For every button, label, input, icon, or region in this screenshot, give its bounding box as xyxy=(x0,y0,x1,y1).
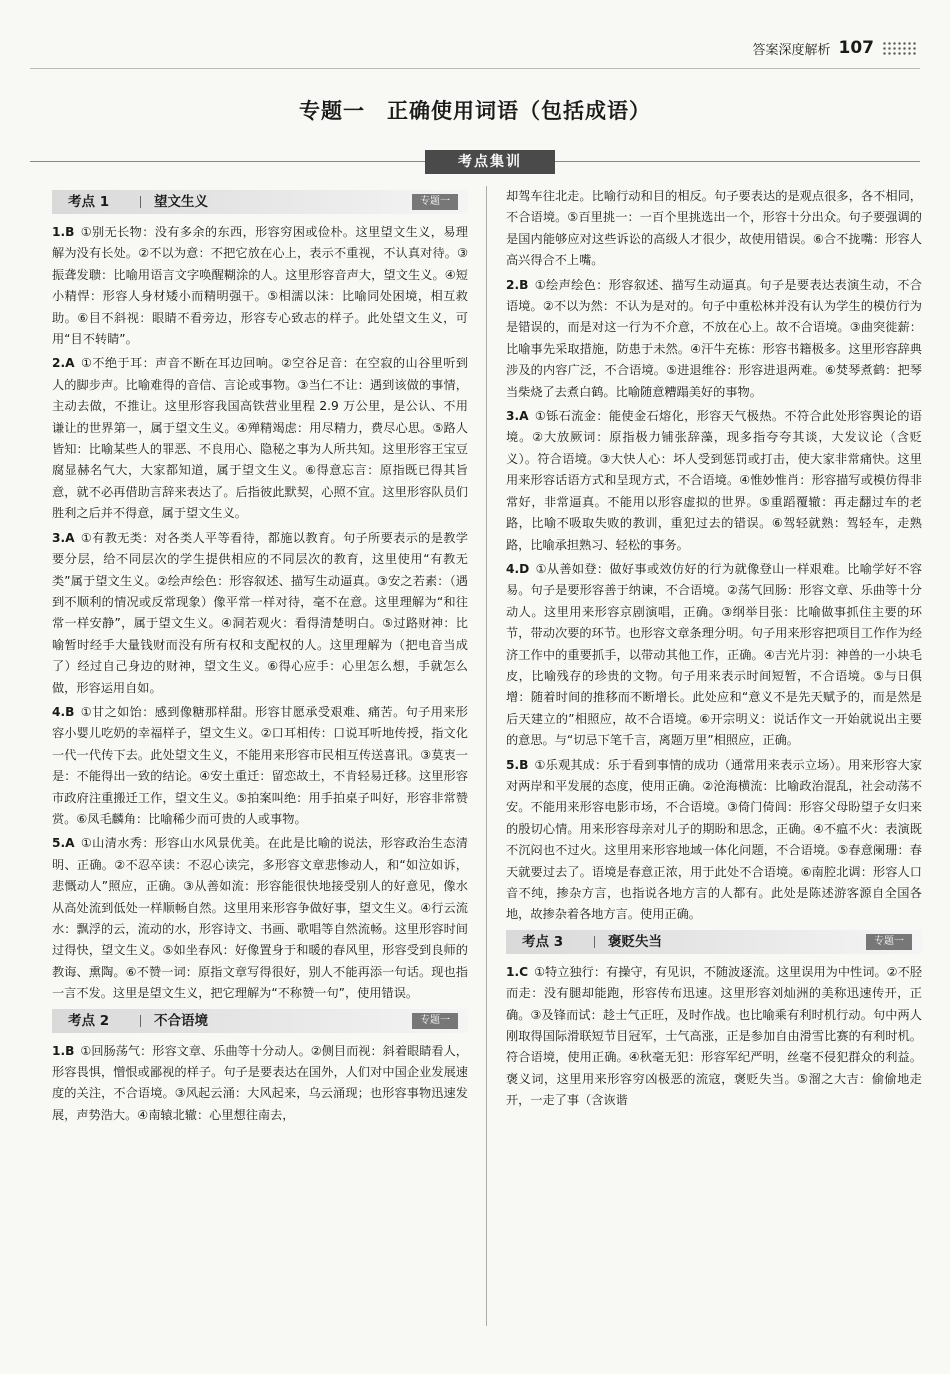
section-number: 考点 3 xyxy=(522,933,564,950)
answer-text: ①甘之如饴：感到像糖那样甜。形容甘愿承受艰难、痛苦。句子用来形容小婴儿吃奶的幸福样子，望文生义。②口耳相传：口说耳听地传授，指文化一代一代传下去。此处望文生义，不能用来形容市民相互传送喜讯。③莫衷一是：不能得出一致的结论。④安土重迁：留恋故土，不肯轻易迁移。这里形容市政府注重搬迁工作，望文生义。⑤拍案叫绝：用手拍桌子叫好，形容非常赞赏。⑥凤毛麟角：比喻稀少而可贵的人或事物。 xyxy=(52,704,468,826)
section-number: 考点 1 xyxy=(68,194,110,210)
answer-item xyxy=(52,353,468,524)
answer-label: 4.D xyxy=(506,561,530,576)
answer-label: 3.A xyxy=(52,530,75,545)
answer-text: ①山清水秀：形容山水风景优美。在此是比喻的说法，形容政治生态清明、正确。②不忍卒读：不忍心读完，多形容文章悲惨动人，和“如泣如诉，悲慨动人”照应，正确。③从善如流：形容能很快地接受别人的好意见，像水从高处流到低处一样顺畅自然。这里用来形容争做好事，望文生义。④行云流水：飘浮的云，流动的水，形容诗文、书画、歌唱等自然流畅。这里形容时间过得快，望文生义。⑤如坐春风：好像置身于和暖的春风里，形容受到良师的教诲、熏陶。⑥不赞一词：原指文章写得很好，别人不能再添一句话。现也指一言不发。这里是望文生义，把它理解为“不称赞一句”，使用错误。 xyxy=(52,836,468,1001)
answer-text: ①别无长物：没有多余的东西，形容穷困或俭朴。这里望文生义，易理解为没有长处。②不以为意：不把它放在心上，表示不重视，不认真对待。③振聋发聩：比喻用语言文字唤醒糊涂的人。这里形容音声大，望文生义。④短小精悍：形容人身材矮小而精明强干。⑤相濡以沫：比喻同处困境，相互救助。⑥目不斜视：眼睛不看旁边，形容专心致志的样子。此处望文生义，可用“目不转睛”。 xyxy=(52,225,468,347)
answer-label: 1.C xyxy=(506,964,529,979)
answer-text: ①特立独行：有操守，有见识，不随波逐流。这里误用为中性词。②不胫而走：没有腿却能跑，形容传布迅速。这里形容刘灿洲的美称迅速传开，正确。③及锋而试：趁士气正旺，及时作战。也比喻乘有利时机行动。句中两人刚取得国际滑联短节目冠军，士气高涨，正是参加自由滑雪比赛的有利时机。符合语境，使用正确。④秋毫无犯：形容军纪严明，丝毫不侵犯群众的利益。褒义词，这里用来形容穷凶极恶的流寇，褒贬失当。⑤溜之大吉：偷偷地走开，一走了事（含诙谐 xyxy=(506,964,922,1108)
column-divider xyxy=(486,186,487,1326)
header-rule xyxy=(30,68,920,69)
section-tag: 专题一 xyxy=(412,1013,458,1029)
answer-label: 5.B xyxy=(506,757,529,772)
section-heading-3 xyxy=(506,930,922,954)
answer-item xyxy=(506,755,922,926)
answer-item xyxy=(506,406,922,556)
answer-label: 1.B xyxy=(52,1043,75,1058)
answer-item xyxy=(506,275,922,403)
answer-label: 3.A xyxy=(506,409,529,424)
right-column xyxy=(506,186,922,1346)
section-separator xyxy=(140,196,141,208)
banner-label: 考点集训 xyxy=(425,150,555,174)
answer-text: ①绘声绘色：形容叙述、描写生动逼真。句子是要表达表演生动，不合语境。②不以为然：不认为是对的。句子中重松林并没有认为学生的模仿行为是错误的，而是对这一行为不介意，不放在心上。故不合语境。③曲突徙薪：比喻事先采取措施，防患于未然。④汗牛充栋：形容书籍极多。这里形容辞典涉及的内容广泛，不合语境。⑤进退维谷：形容进退两难。⑥焚琴煮鹤：把琴当柴烧了去煮白鹤。比喻随意糟蹋美好的事物。 xyxy=(506,277,922,399)
answer-item xyxy=(52,833,468,1004)
answer-item xyxy=(52,1041,468,1127)
section-name: 不合语境 xyxy=(154,1012,208,1029)
answer-label: 1.B xyxy=(52,225,75,239)
section-name: 褒贬失当 xyxy=(608,933,662,950)
banner-row xyxy=(30,150,920,174)
section-number: 考点 2 xyxy=(68,1012,110,1029)
answer-item xyxy=(506,559,922,752)
left-column xyxy=(52,186,468,1346)
section-tag: 专题一 xyxy=(866,934,912,950)
page-title: 专题一 正确使用词语（包括成语） xyxy=(299,99,651,123)
answer-text: ①有教无类：对各类人平等看待，都施以教育。句子所要表示的是教学要分层，给不同层次的学生提供相应的不同层次的教育，这里使用“有教无类”属于望文生义。②绘声绘色：形容叙述、描写生动逼真。③安之若素：（遇到不顺利的情况或反常现象）像平常一样对待，毫不在意。这里理解为“和往常一样安静”，属于望文生义。④洞若观火：看得清楚明白。⑤过路财神：比喻暂时经手大量钱财而没有所有权和支配权的人。这里理解为（把电音当成了）经过自己身边的财神，望文生义。⑥得心应手：心里怎么想，手就怎么做，形容运用自如。 xyxy=(52,530,468,695)
answer-item xyxy=(52,528,468,699)
page-number: 107 xyxy=(838,38,874,58)
answer-label: 4.B xyxy=(52,704,75,719)
header-section-label: 答案深度解析 xyxy=(752,42,831,58)
answer-label: 5.A xyxy=(52,836,75,851)
answer-continuation: 却驾车往北走。比喻行动和目的相反。句子要表达的是观点很多，各不相同，不合语境。⑤百里挑一：一百个里挑选出一个，形容十分出众。句子要强调的是国内能够应对这些诉讼的高级人才很少，故使用错误。⑥合不拢嘴：形容人高兴得合不上嘴。 xyxy=(506,189,922,268)
answer-label: 2.B xyxy=(506,277,529,292)
section-heading-2 xyxy=(52,1009,468,1033)
section-tag: 专题一 xyxy=(412,194,458,210)
answer-text: ①回肠荡气：形容文章、乐曲等十分动人。②侧目而视：斜着眼睛看人，形容畏惧，憎恨或鄙视的样子。句子是要表达在国外，人们对中国企业发展速度的关注，不合语境。③风起云涌：大风起来，乌云涌现；也形容事物迅速发展，声势浩大。④南辕北辙：心里想往南去， xyxy=(52,1043,468,1122)
section-name: 望文生义 xyxy=(154,194,208,210)
section-heading-1 xyxy=(52,190,468,214)
section-separator xyxy=(594,936,595,948)
dot-grid-decoration xyxy=(882,41,918,55)
answer-item xyxy=(52,222,468,350)
answer-item xyxy=(506,962,922,1112)
answer-label: 2.A xyxy=(52,356,75,371)
answer-text: ①不绝于耳：声音不断在耳边回响。②空谷足音：在空寂的山谷里听到人的脚步声。比喻难得的音信、言论或事物。③当仁不让：遇到该做的事情，主动去做，不推让。这里形容我国高铁营业里程 2.9 万公里，是公认、不用谦让的世界第一，属于望文生义。④殚精竭虑：用尽精力，费尽心思。⑤路人皆知：比喻某些人的罪恶、不良用心、隐秘之事为人所共知。这里形容王宝豆腐显赫名气大，大家都知道，属于望文生义。⑥得意忘言：原指既已得其旨意，就不必再借助言辞来表达了。后指彼此默契，心照不宣。这里形容队员们胜利之后并不得意，属于望文生义。 xyxy=(52,356,468,521)
answer-text: ①乐观其成：乐于看到事情的成功（通常用来表示立场）。用来形容大家对两岸和平发展的态度，使用正确。②沧海横流：比喻政治混乱，社会动荡不安。不能用来形容电影市场，不合语境。③倚门倚闾：形容父母盼望子女归来的殷切心情。用来形容母亲对儿子的期盼和思念，正确。④不瘟不火：表演既不沉闷也不过火。这里用来形容地域一体化问题，不合语境。⑤春意阑珊：春天就要过去了。语境是春意正浓，用于此处不合语境。⑥南腔北调：形容人口音不纯，掺杂方言，也指说各地方言的人都有。此处是陈述游客源自全国各地，故掺杂着各地方言。使用正确。 xyxy=(506,757,922,922)
answer-item xyxy=(52,702,468,830)
answer-text: ①铄石流金：能使金石熔化，形容天气极热。不符合此处形容舆论的语境。②大放厥词：原指极力铺张辞藻，现多指夸夸其谈，大发议论（含贬义）。符合语境。③大快人心：坏人受到惩罚或打击，使大家非常痛快。这里用来形容话语方式和呈现方式，不合语境。④惟妙惟肖：形容描写或模仿得非常好，非常逼真。不能用以形容虚拟的世界。⑤重蹈覆辙：再走翻过车的老路，比喻不吸取失败的教训，重犯过去的错误。⑥驾轻就熟：驾轻车，走熟路，比喻承担熟习、轻松的事务。 xyxy=(506,409,922,552)
section-separator xyxy=(140,1015,141,1027)
answer-text: ①从善如登：做好事或效仿好的行为就像登山一样艰难。比喻学好不容易。句子是要形容善于纳谏，不合语境。②荡气回肠：形容文章、乐曲等十分动人。这里用来形容京剧演唱，正确。③纲举目张：比喻做事抓住主要的环节，带动次要的环节。也形容文章条理分明。句子用来形容把项目工作作为经济工作中的重要抓手，以带动其他工作，正确。④吉光片羽：神兽的一小块毛皮，比喻残存的珍贵的文物。句子用来表示时间短暂，不合语境。⑤与日俱增：随着时间的推移而不断增长。此处应和“意义不是先天赋予的，而是然是后天建立的”相照应，故不合语境。⑥开宗明义：说话作文一开始就说出主要的意思。与“切忌下笔千言，离题万里”相照应，正确。 xyxy=(506,561,922,748)
running-header xyxy=(752,38,918,58)
